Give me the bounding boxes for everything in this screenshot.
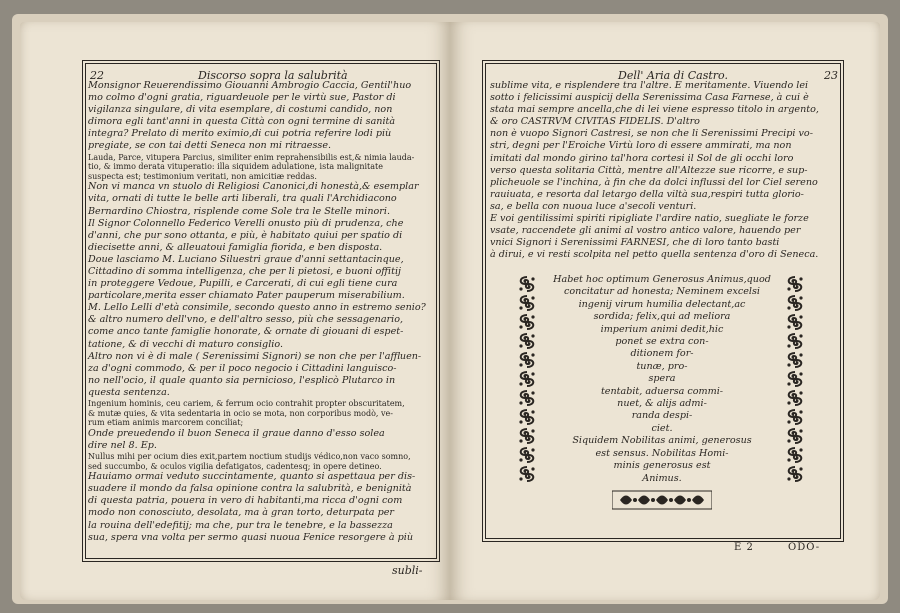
right-text-line: vnici Signori i Serenissimi FARNESI, che di loro tanto basti xyxy=(490,237,780,249)
left-text-line: Altro non vi è di male ( Serenissimi Signori) se non che per l'affluen- xyxy=(88,350,422,362)
left-text-line: vita, ornati di tutte le belle arti liberali, tra quali l'Archidiacono xyxy=(88,193,397,205)
right-text-line: sa, e bella con nuoua luce a'secoli venturi. xyxy=(490,200,697,212)
inscription-line: nuet, & alijs admi- xyxy=(617,398,707,410)
inscription-line: spera xyxy=(648,373,676,385)
right-page-number: 23 xyxy=(824,69,838,82)
scroll-ornament xyxy=(784,333,806,349)
scroll-ornament xyxy=(784,409,806,425)
left-text-line: tatione, & di vecchi di maturo consiglio. xyxy=(88,338,283,350)
left-text-line: particolare,merita esser chiamato Pater pauperum miserabilium. xyxy=(88,290,405,302)
scroll-ornament xyxy=(516,466,538,482)
inscription-line: imperium animi dedit,hic xyxy=(600,323,724,335)
scroll-ornament xyxy=(516,276,538,292)
left-text-line: diecisette anni, & alleuatoui famiglia fiorida, e ben disposta. xyxy=(88,241,383,253)
left-page-number: 22 xyxy=(90,69,104,82)
left-text-line: Nullus mihi per ocium dies exit,partem noctium studijs védico,non vaco somno, xyxy=(88,452,411,461)
right-text-line: & oro CASTRVM CIVITAS FIDELIS. D'altro xyxy=(490,116,700,128)
left-page xyxy=(20,22,450,600)
right-text-line: stata mai sempre ancella,che di lei viene espresso titolo in argento, xyxy=(490,104,819,116)
left-text-line: come anco tante famiglie honorate, & ornate di giouani di espet- xyxy=(88,326,404,338)
left-page-body xyxy=(88,80,434,544)
left-text-line: la rouina dell'edefitij; ma che, pur tra le tenebre, e la bassezza xyxy=(88,519,393,531)
left-text-line: no nell'ocio, il quale quanto sia pernicioso, l'esplicò Plutarco in xyxy=(88,374,396,386)
ornament-border-right xyxy=(784,276,806,485)
left-text-line: Bernardino Chiostra, risplende come Sole tra le Stelle minori. xyxy=(88,205,390,217)
right-text-line: sublime vita, e risplendere tra l'altre. E meritamente. Viuendo lei xyxy=(490,80,809,91)
right-text-line: imitati dal mondo girino tal'hora cortesi il Sol de gli occhi loro xyxy=(490,152,794,164)
left-text-line: & altro numero dell'vno, e dell'altro sesso, più che sessagenario, xyxy=(88,314,404,326)
inscription-line: concitatur ad honesta; Neminem excelsi xyxy=(564,286,760,298)
scroll-ornament xyxy=(516,371,538,387)
left-text-line: Ingenium hominis, ceu cariem, & ferrum ocio contrahit propter obscuritatem, xyxy=(88,399,405,409)
left-text-line: sed succumbo, & oculos vigilia defatigatos, cadentesq; in opere detineo. xyxy=(88,461,382,471)
right-text-line: vsate, raccendete gli animi al vostro antico valore, hauendo per xyxy=(490,225,801,237)
scroll-ornament xyxy=(516,295,538,311)
left-text-line: Il Signor Colonnello Federico Verelli onusto più di prudenza, che xyxy=(88,217,404,229)
right-text-line: sotto i felicissimi auspicij della Serenissima Casa Farnese, à cui è xyxy=(490,92,809,104)
right-text-line: E voi gentilissimi spiriti ripigliate l'ardire natio, suegliate le forze xyxy=(490,213,809,225)
left-text-line: & mutæ quies, & vita sedentaria in ocio se mota, non corporibus modò, ve- xyxy=(88,408,393,418)
open-book xyxy=(12,14,888,604)
inscription-line: ingenij virum humilia delectant,ac xyxy=(578,298,746,310)
ornament-border-left xyxy=(516,276,538,485)
left-catchword: subli- xyxy=(392,564,423,577)
scroll-ornament xyxy=(784,295,806,311)
left-text-line: Non vi manca vn stuolo di Religiosi Canonici,di honestà,& esemplar xyxy=(88,181,419,193)
left-text-line: Onde preuedendo il buon Seneca il graue danno d'esso solea xyxy=(88,427,385,439)
right-text-line: verso questa solitaria Città, mentre all'Altezze sue ricorre, e sup- xyxy=(490,164,808,176)
inscription-line: Habet hoc optimum Generosus Animus,quod xyxy=(553,274,771,285)
scroll-ornament xyxy=(516,390,538,406)
left-text-line: tio, & immo derata vituperatio: illa siquidem adulatione, ista malignitate xyxy=(88,162,383,172)
left-text-line: Lauda, Parce, vitupera Parcius, similiter enim reprahensibilis est,& nimia lauda- xyxy=(88,152,415,162)
scroll-ornament xyxy=(516,428,538,444)
right-page-body xyxy=(490,80,842,261)
left-text-line: di questa patria, pouera in vero di habitanti,ma ricca d'ogni com xyxy=(88,495,403,507)
scroll-ornament xyxy=(516,447,538,463)
right-page xyxy=(450,22,880,600)
left-text-line: M. Lello Lelli d'età consimile, secondo questo anno in estremo senio? xyxy=(88,302,426,314)
scroll-ornament xyxy=(784,466,806,482)
left-text-line: d'anni, che pur sono ottanta, e più, è habitato quiui per spatio di xyxy=(88,229,403,241)
right-text-line: plicheuole se l'inchina, à fin che da dolci influssi del lor Ciel sereno xyxy=(490,176,818,188)
ornament-tailpiece xyxy=(612,489,712,511)
scroll-ornament xyxy=(516,409,538,425)
left-text-line: dimora egli tant'anni in questa Città con ogni termine di sanità xyxy=(88,116,396,128)
right-text-line: rauiuata, e resorta dal letargo della viltà sua,respiri tutta glorio- xyxy=(490,188,804,200)
scroll-ornament xyxy=(516,352,538,368)
right-catchword: ODO- xyxy=(788,542,821,553)
left-text-line: vigilanza singulare, di vita esemplare, di costumi candido, non xyxy=(88,104,393,116)
right-text-line: stri, degni per l'Eroiche Virtù loro di essere ammirati, ma non xyxy=(490,140,792,152)
left-text-line: modo non conosciuto, desolata, ma à gran torto, deturpata per xyxy=(88,507,394,519)
inscription-line: randa despi- xyxy=(631,410,693,422)
inscription-line: minis generosus est xyxy=(613,460,711,472)
scroll-ornament xyxy=(516,314,538,330)
left-running-head: Discorso sopra la salubrità xyxy=(198,69,348,82)
scroll-ornament xyxy=(784,314,806,330)
scroll-ornament xyxy=(784,352,806,368)
inscription-line: tentabit, aduersa commi- xyxy=(600,385,724,397)
inscription-line: Siquidem Nobilitas animi, generosus xyxy=(572,435,752,447)
left-text-line: questa sentenza. xyxy=(88,386,170,398)
scroll-ornament xyxy=(784,390,806,406)
inscription-line: tunæ, pro- xyxy=(636,360,688,372)
seneca-inscription xyxy=(542,274,782,485)
left-text-line: mo colmo d'ogni gratia, riguardeuole per le virtù sue, Pastor di xyxy=(88,92,396,104)
inscription-line: ciet. xyxy=(651,422,673,434)
left-text-line: za d'ogni commodo, & per il poco negocio i Cittadini languisco- xyxy=(88,362,397,374)
left-text-line: Doue lasciamo M. Luciano Siluestri graue d'anni settantacinque, xyxy=(88,253,404,265)
inscription-line: ponet se extra con- xyxy=(615,336,709,348)
left-text-line: in proteggere Vedoue, Pupilli, e Carcerati, di cui egli tiene cura xyxy=(88,278,398,290)
inscription-line: sordida; felix,qui ad meliora xyxy=(593,311,731,323)
left-text-line: Cittadino di somma intelligenza, che per li pietosi, e buoni offitij xyxy=(88,266,402,277)
left-text-line: Hauiamo ormai veduto succintamente, quanto si aspettaua per dis- xyxy=(88,471,416,483)
right-text-line: non è vuopo Signori Castresi, se non che li Serenissimi Precipi vo- xyxy=(490,128,813,140)
left-text-line: sua, spera vna volta per sermo quasi nuoua Fenice resorgere à più xyxy=(88,531,413,543)
left-text-line: rum etiam animis marcorem conciliat; xyxy=(88,418,244,428)
scroll-ornament xyxy=(516,333,538,349)
inscription-line: ditionem for- xyxy=(630,348,694,360)
scroll-ornament xyxy=(784,276,806,292)
left-text-line: integra? Prelato di merito eximio,di cui potria referire lodi più xyxy=(88,128,392,140)
left-text-line: Monsignor Reuerendissimo Giouanni Ambrogio Caccia, Gentil'huo xyxy=(88,80,412,91)
right-text-line: à dirui, e vi resti scolpita nel petto quella sentenza d'oro di Seneca. xyxy=(490,249,819,261)
signature-mark: E 2 xyxy=(734,542,754,553)
scroll-ornament xyxy=(784,447,806,463)
scroll-ornament xyxy=(784,371,806,387)
left-text-line: pregiate, se con tai detti Seneca non mi ritraesse. xyxy=(88,140,332,152)
right-running-head: Dell' Aria di Castro. xyxy=(618,69,728,82)
left-text-line: dire nel 8. Ep. xyxy=(88,439,157,451)
scroll-ornament xyxy=(784,428,806,444)
left-text-line: suadere il mondo da falsa opinione contra la salubrità, e benignità xyxy=(88,483,412,495)
left-text-line: suspecta est; testimonium veritati, non amicitiæ reddas. xyxy=(88,171,317,181)
inscription-line: est sensus. Nobilitas Homi- xyxy=(595,447,729,459)
inscription-line: Animus. xyxy=(642,472,682,484)
